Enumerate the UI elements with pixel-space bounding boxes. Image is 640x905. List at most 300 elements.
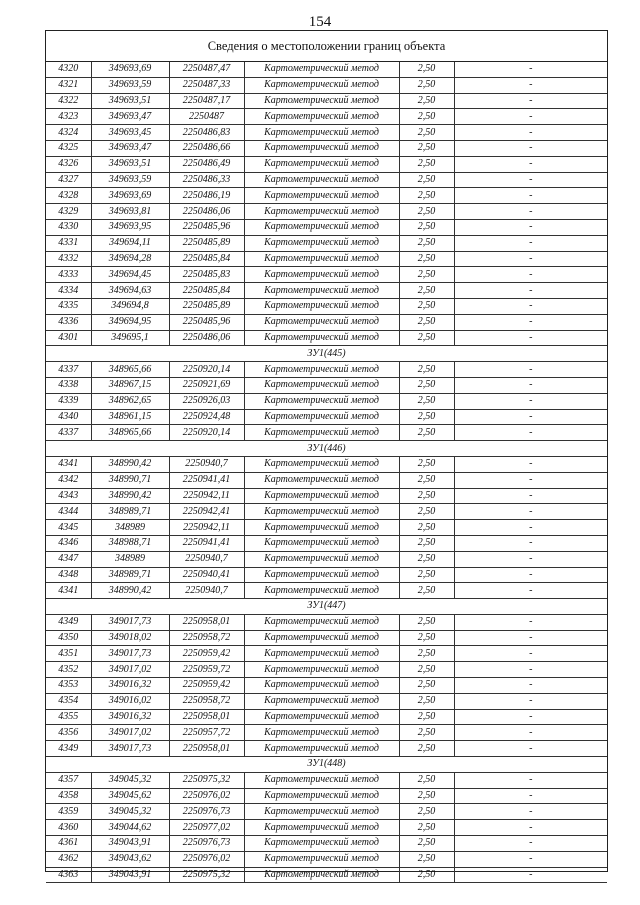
y-coordinate-cell: 2250924,48 [169,409,244,425]
method-cell: Картометрический метод [244,551,399,567]
method-cell: Картометрический метод [244,567,399,583]
x-coordinate-cell: 349694,28 [91,251,169,267]
method-cell: Картометрический метод [244,820,399,836]
method-cell: Картометрический метод [244,456,399,472]
x-coordinate-cell: 349018,02 [91,630,169,646]
method-cell: Картометрический метод [244,678,399,694]
x-coordinate-cell: 349693,47 [91,109,169,125]
method-cell: Картометрический метод [244,235,399,251]
y-coordinate-cell: 2250977,02 [169,820,244,836]
accuracy-cell: 2,50 [399,662,454,678]
table-row [46,535,607,551]
point-number-cell: 4325 [46,140,91,156]
y-coordinate-cell: 2250975,32 [169,867,244,883]
y-coordinate-cell: 2250486,33 [169,172,244,188]
y-coordinate-cell: 2250959,72 [169,662,244,678]
table-row [46,409,607,425]
y-coordinate-cell: 2250942,11 [169,520,244,536]
method-cell: Картометрический метод [244,520,399,536]
point-number-cell: 4354 [46,693,91,709]
accuracy-cell: 2,50 [399,709,454,725]
accuracy-cell: 2,50 [399,567,454,583]
section-title: Сведения о местоположении границ объекта [46,31,607,62]
method-cell: Картометрический метод [244,630,399,646]
table-row [46,393,607,409]
point-number-cell: 4337 [46,425,91,441]
table-row [46,188,607,204]
table-row [46,630,607,646]
y-coordinate-cell: 2250940,41 [169,567,244,583]
y-coordinate-cell: 2250485,84 [169,251,244,267]
point-number-cell: 4330 [46,219,91,235]
point-number-cell: 4331 [46,235,91,251]
y-coordinate-cell: 2250959,42 [169,678,244,694]
table-row [46,551,607,567]
note-cell: - [454,804,607,820]
note-cell: - [454,535,607,551]
point-number-cell: 4357 [46,772,91,788]
point-number-cell: 4328 [46,188,91,204]
method-cell: Картометрический метод [244,204,399,220]
note-cell: - [454,867,607,883]
point-number-cell: 4360 [46,820,91,836]
note-cell: - [454,362,607,378]
x-coordinate-cell: 348988,71 [91,535,169,551]
method-cell: Картометрический метод [244,62,399,77]
y-coordinate-cell: 2250941,41 [169,472,244,488]
x-coordinate-cell: 348965,66 [91,362,169,378]
x-coordinate-cell: 349043,62 [91,851,169,867]
method-cell: Картометрический метод [244,409,399,425]
accuracy-cell: 2,50 [399,314,454,330]
boundary-info-frame [45,30,608,881]
accuracy-cell: 2,50 [399,109,454,125]
accuracy-cell: 2,50 [399,235,454,251]
x-coordinate-cell: 349693,47 [91,140,169,156]
point-number-cell: 4353 [46,678,91,694]
note-cell: - [454,109,607,125]
method-cell: Картометрический метод [244,125,399,141]
accuracy-cell: 2,50 [399,204,454,220]
note-cell: - [454,662,607,678]
table-row [46,725,607,741]
note-cell: - [454,219,607,235]
point-number-cell: 4338 [46,377,91,393]
coordinates-table [46,62,607,883]
x-coordinate-cell: 348962,65 [91,393,169,409]
method-cell: Картометрический метод [244,425,399,441]
group-header-row [46,757,607,773]
note-cell: - [454,314,607,330]
method-cell: Картометрический метод [244,583,399,599]
accuracy-cell: 2,50 [399,251,454,267]
note-cell: - [454,836,607,852]
method-cell: Картометрический метод [244,804,399,820]
point-number-cell: 4333 [46,267,91,283]
table-row [46,172,607,188]
table-row [46,125,607,141]
table-row [46,62,607,77]
method-cell: Картометрический метод [244,504,399,520]
point-number-cell: 4355 [46,709,91,725]
point-number-cell: 4327 [46,172,91,188]
x-coordinate-cell: 348990,42 [91,583,169,599]
group-header-row [46,441,607,457]
x-coordinate-cell: 349693,69 [91,188,169,204]
accuracy-cell: 2,50 [399,646,454,662]
method-cell: Картометрический метод [244,188,399,204]
accuracy-cell: 2,50 [399,488,454,504]
method-cell: Картометрический метод [244,709,399,725]
accuracy-cell: 2,50 [399,583,454,599]
y-coordinate-cell: 2250958,72 [169,693,244,709]
x-coordinate-cell: 349016,32 [91,678,169,694]
y-coordinate-cell: 2250958,01 [169,709,244,725]
note-cell: - [454,188,607,204]
method-cell: Картометрический метод [244,267,399,283]
note-cell: - [454,140,607,156]
point-number-cell: 4356 [46,725,91,741]
table-row [46,788,607,804]
x-coordinate-cell: 349693,95 [91,219,169,235]
y-coordinate-cell: 2250941,41 [169,535,244,551]
table-row [46,140,607,156]
accuracy-cell: 2,50 [399,219,454,235]
method-cell: Картометрический метод [244,77,399,93]
x-coordinate-cell: 349694,45 [91,267,169,283]
x-coordinate-cell: 348990,42 [91,488,169,504]
point-number-cell: 4349 [46,614,91,630]
table-row [46,109,607,125]
method-cell: Картометрический метод [244,836,399,852]
accuracy-cell: 2,50 [399,820,454,836]
point-number-cell: 4348 [46,567,91,583]
y-coordinate-cell: 2250486,49 [169,156,244,172]
x-coordinate-cell: 349693,51 [91,93,169,109]
method-cell: Картометрический метод [244,867,399,883]
accuracy-cell: 2,50 [399,867,454,883]
table-row [46,741,607,757]
table-row [46,804,607,820]
table-row [46,820,607,836]
accuracy-cell: 2,50 [399,62,454,77]
accuracy-cell: 2,50 [399,140,454,156]
table-row [46,298,607,314]
x-coordinate-cell: 349693,51 [91,156,169,172]
note-cell: - [454,172,607,188]
method-cell: Картометрический метод [244,314,399,330]
x-coordinate-cell: 349043,91 [91,836,169,852]
x-coordinate-cell: 348961,15 [91,409,169,425]
point-number-cell: 4323 [46,109,91,125]
y-coordinate-cell: 2250958,72 [169,630,244,646]
y-coordinate-cell: 2250976,73 [169,804,244,820]
table-row [46,362,607,378]
table-row [46,93,607,109]
table-row [46,520,607,536]
method-cell: Картометрический метод [244,362,399,378]
point-number-cell: 4341 [46,583,91,599]
x-coordinate-cell: 349017,73 [91,646,169,662]
note-cell: - [454,567,607,583]
y-coordinate-cell: 2250958,01 [169,614,244,630]
table-row [46,488,607,504]
note-cell: - [454,62,607,77]
y-coordinate-cell: 2250486,19 [169,188,244,204]
x-coordinate-cell: 348989,71 [91,504,169,520]
table-row [46,693,607,709]
table-row [46,425,607,441]
table-row [46,851,607,867]
method-cell: Картометрический метод [244,535,399,551]
y-coordinate-cell: 2250485,83 [169,267,244,283]
accuracy-cell: 2,50 [399,535,454,551]
note-cell: - [454,693,607,709]
point-number-cell: 4339 [46,393,91,409]
point-number-cell: 4346 [46,535,91,551]
accuracy-cell: 2,50 [399,456,454,472]
y-coordinate-cell: 2250485,84 [169,283,244,299]
point-number-cell: 4334 [46,283,91,299]
point-number-cell: 4358 [46,788,91,804]
accuracy-cell: 2,50 [399,409,454,425]
table-row [46,156,607,172]
table-row [46,235,607,251]
note-cell: - [454,235,607,251]
method-cell: Картометрический метод [244,93,399,109]
table-row [46,836,607,852]
x-coordinate-cell: 349694,95 [91,314,169,330]
accuracy-cell: 2,50 [399,836,454,852]
point-number-cell: 4340 [46,409,91,425]
x-coordinate-cell: 349045,32 [91,804,169,820]
table-row [46,204,607,220]
accuracy-cell: 2,50 [399,362,454,378]
y-coordinate-cell: 2250485,96 [169,314,244,330]
y-coordinate-cell: 2250487,33 [169,77,244,93]
x-coordinate-cell: 349043,91 [91,867,169,883]
note-cell: - [454,788,607,804]
note-cell: - [454,614,607,630]
point-number-cell: 4351 [46,646,91,662]
note-cell: - [454,377,607,393]
note-cell: - [454,709,607,725]
accuracy-cell: 2,50 [399,125,454,141]
note-cell: - [454,630,607,646]
accuracy-cell: 2,50 [399,504,454,520]
point-number-cell: 4345 [46,520,91,536]
point-number-cell: 4321 [46,77,91,93]
y-coordinate-cell: 2250976,02 [169,788,244,804]
note-cell: - [454,251,607,267]
point-number-cell: 4347 [46,551,91,567]
y-coordinate-cell: 2250942,11 [169,488,244,504]
note-cell: - [454,520,607,536]
point-number-cell: 4352 [46,662,91,678]
y-coordinate-cell: 2250920,14 [169,425,244,441]
method-cell: Картометрический метод [244,772,399,788]
note-cell: - [454,504,607,520]
table-row [46,251,607,267]
x-coordinate-cell: 348990,42 [91,456,169,472]
accuracy-cell: 2,50 [399,425,454,441]
accuracy-cell: 2,50 [399,551,454,567]
x-coordinate-cell: 348989,71 [91,567,169,583]
note-cell: - [454,488,607,504]
y-coordinate-cell: 2250959,42 [169,646,244,662]
method-cell: Картометрический метод [244,788,399,804]
method-cell: Картометрический метод [244,693,399,709]
y-coordinate-cell: 2250975,32 [169,772,244,788]
method-cell: Картометрический метод [244,614,399,630]
table-row [46,709,607,725]
x-coordinate-cell: 349045,32 [91,772,169,788]
method-cell: Картометрический метод [244,851,399,867]
x-coordinate-cell: 348990,71 [91,472,169,488]
coordinates-table-body [46,62,607,883]
note-cell: - [454,772,607,788]
method-cell: Картометрический метод [244,741,399,757]
method-cell: Картометрический метод [244,662,399,678]
method-cell: Картометрический метод [244,393,399,409]
point-number-cell: 4362 [46,851,91,867]
table-row [46,472,607,488]
accuracy-cell: 2,50 [399,267,454,283]
point-number-cell: 4336 [46,314,91,330]
y-coordinate-cell: 2250486,83 [169,125,244,141]
note-cell: - [454,646,607,662]
y-coordinate-cell: 2250485,89 [169,298,244,314]
y-coordinate-cell: 2250486,06 [169,330,244,346]
table-row [46,377,607,393]
y-coordinate-cell: 2250486,06 [169,204,244,220]
accuracy-cell: 2,50 [399,725,454,741]
accuracy-cell: 2,50 [399,472,454,488]
x-coordinate-cell: 349694,8 [91,298,169,314]
point-number-cell: 4320 [46,62,91,77]
y-coordinate-cell: 2250926,03 [169,393,244,409]
x-coordinate-cell: 349016,02 [91,693,169,709]
point-number-cell: 4322 [46,93,91,109]
point-number-cell: 4343 [46,488,91,504]
note-cell: - [454,283,607,299]
accuracy-cell: 2,50 [399,693,454,709]
accuracy-cell: 2,50 [399,188,454,204]
x-coordinate-cell: 349045,62 [91,788,169,804]
x-coordinate-cell: 349017,73 [91,741,169,757]
table-row [46,678,607,694]
y-coordinate-cell: 2250958,01 [169,741,244,757]
point-number-cell: 4363 [46,867,91,883]
table-row [46,867,607,883]
note-cell: - [454,456,607,472]
accuracy-cell: 2,50 [399,772,454,788]
accuracy-cell: 2,50 [399,172,454,188]
note-cell: - [454,393,607,409]
y-coordinate-cell: 2250487,17 [169,93,244,109]
group-label: ЗУ1(448) [46,757,607,773]
note-cell: - [454,820,607,836]
accuracy-cell: 2,50 [399,788,454,804]
point-number-cell: 4359 [46,804,91,820]
point-number-cell: 4361 [46,836,91,852]
table-row [46,77,607,93]
note-cell: - [454,125,607,141]
table-row [46,662,607,678]
x-coordinate-cell: 349694,63 [91,283,169,299]
note-cell: - [454,551,607,567]
table-row [46,314,607,330]
point-number-cell: 4329 [46,204,91,220]
accuracy-cell: 2,50 [399,520,454,536]
table-row [46,567,607,583]
x-coordinate-cell: 348989 [91,520,169,536]
point-number-cell: 4344 [46,504,91,520]
accuracy-cell: 2,50 [399,377,454,393]
point-number-cell: 4341 [46,456,91,472]
method-cell: Картометрический метод [244,725,399,741]
method-cell: Картометрический метод [244,488,399,504]
x-coordinate-cell: 349693,59 [91,172,169,188]
group-label: ЗУ1(445) [46,346,607,362]
accuracy-cell: 2,50 [399,851,454,867]
y-coordinate-cell: 2250486,66 [169,140,244,156]
y-coordinate-cell: 2250485,89 [169,235,244,251]
note-cell: - [454,583,607,599]
x-coordinate-cell: 349016,32 [91,709,169,725]
note-cell: - [454,298,607,314]
method-cell: Картометрический метод [244,646,399,662]
method-cell: Картометрический метод [244,298,399,314]
note-cell: - [454,472,607,488]
y-coordinate-cell: 2250940,7 [169,456,244,472]
x-coordinate-cell: 349693,81 [91,204,169,220]
accuracy-cell: 2,50 [399,614,454,630]
note-cell: - [454,725,607,741]
y-coordinate-cell: 2250485,96 [169,219,244,235]
x-coordinate-cell: 348967,15 [91,377,169,393]
x-coordinate-cell: 349695,1 [91,330,169,346]
point-number-cell: 4301 [46,330,91,346]
page-number: 154 [308,14,332,30]
accuracy-cell: 2,50 [399,77,454,93]
y-coordinate-cell: 2250976,73 [169,836,244,852]
x-coordinate-cell: 349017,02 [91,725,169,741]
note-cell: - [454,267,607,283]
note-cell: - [454,741,607,757]
method-cell: Картометрический метод [244,472,399,488]
accuracy-cell: 2,50 [399,741,454,757]
x-coordinate-cell: 349044,62 [91,820,169,836]
note-cell: - [454,409,607,425]
x-coordinate-cell: 349694,11 [91,235,169,251]
table-row [46,283,607,299]
y-coordinate-cell: 2250976,02 [169,851,244,867]
method-cell: Картометрический метод [244,140,399,156]
method-cell: Картометрический метод [244,377,399,393]
accuracy-cell: 2,50 [399,804,454,820]
method-cell: Картометрический метод [244,109,399,125]
method-cell: Картометрический метод [244,172,399,188]
x-coordinate-cell: 348989 [91,551,169,567]
accuracy-cell: 2,50 [399,298,454,314]
y-coordinate-cell: 2250942,41 [169,504,244,520]
method-cell: Картометрический метод [244,156,399,172]
y-coordinate-cell: 2250921,69 [169,377,244,393]
accuracy-cell: 2,50 [399,93,454,109]
accuracy-cell: 2,50 [399,156,454,172]
note-cell: - [454,156,607,172]
